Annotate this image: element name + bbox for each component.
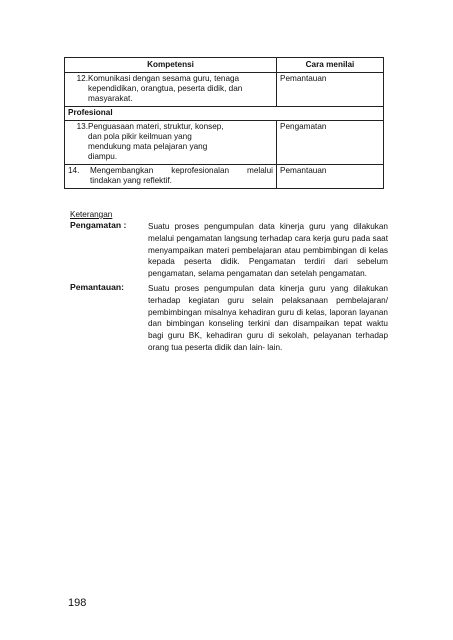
observation-description: Suatu proses pengumpulan data kinerja guru yang dilakukan melalui pengamatan langsung terhadap cara kerja guru pada saat menyampaikan materi pembelajaran atau pembimbingan di kelas kepada peserta didik. Pengamatan terdiri dari sebelum pengamatan, selama pengamatan dan setelah pengamatan.: [148, 222, 388, 279]
item-text: Komunikasi dengan sesama guru, tenaga kependidikan, orangtua, peserta didik, dan masyarakat.: [88, 74, 243, 103]
header-method: Cara menilai: [277, 58, 384, 73]
monitoring-term: Pemantauan:: [70, 282, 124, 292]
section-row: [65, 107, 384, 121]
competency-table: [64, 57, 384, 189]
monitoring-description: Suatu proses pengumpulan data kinerja guru yang dilakukan terhadap kegiatan guru selain pelaksanaan pembelajaran/ pembimbingan misalnya kehadiran guru di kelas, laporan layanan dan bimbingan konseling terkini dan disampaikan tepat waktu bagi guru BK, kehadiran guru di sekolah, pelayanan terhadap orang tua peserta didik dan lain- lain.: [148, 284, 388, 352]
method-cell: Pengamatan: [277, 121, 384, 165]
section-label-cell: [65, 107, 384, 121]
table-row: [65, 73, 384, 107]
table-header-row: [65, 58, 384, 73]
table-row: [65, 121, 384, 165]
competency-cell: [65, 121, 277, 165]
observation-term: Pengamatan :: [70, 220, 127, 230]
header-competency: Kompetensi: [65, 58, 277, 73]
item-text: Mengembangkan keprofesionalan melalui tindakan yang reflektif.: [90, 166, 273, 185]
table-row: [65, 165, 384, 189]
competency-item: [68, 122, 273, 162]
method-cell: Pemantauan: [277, 165, 384, 189]
method-cell: Pemantauan: [277, 73, 384, 107]
item-text: Penguasaan materi, struktur, konsep, dan pola pikir keilmuan yang mendukung mata pelajaran yang diampu.: [88, 122, 224, 161]
notes-heading: Keterangan: [70, 210, 113, 219]
competency-item: [68, 74, 273, 104]
section-label: Profesional: [68, 108, 113, 117]
competency-cell: [65, 73, 277, 107]
page-number: 198: [68, 597, 87, 609]
item-number: 12.: [76, 74, 88, 83]
competency-item: [68, 166, 273, 186]
item-number: 14.: [68, 166, 80, 175]
competency-cell: [65, 165, 277, 189]
item-number: 13.: [76, 122, 88, 131]
